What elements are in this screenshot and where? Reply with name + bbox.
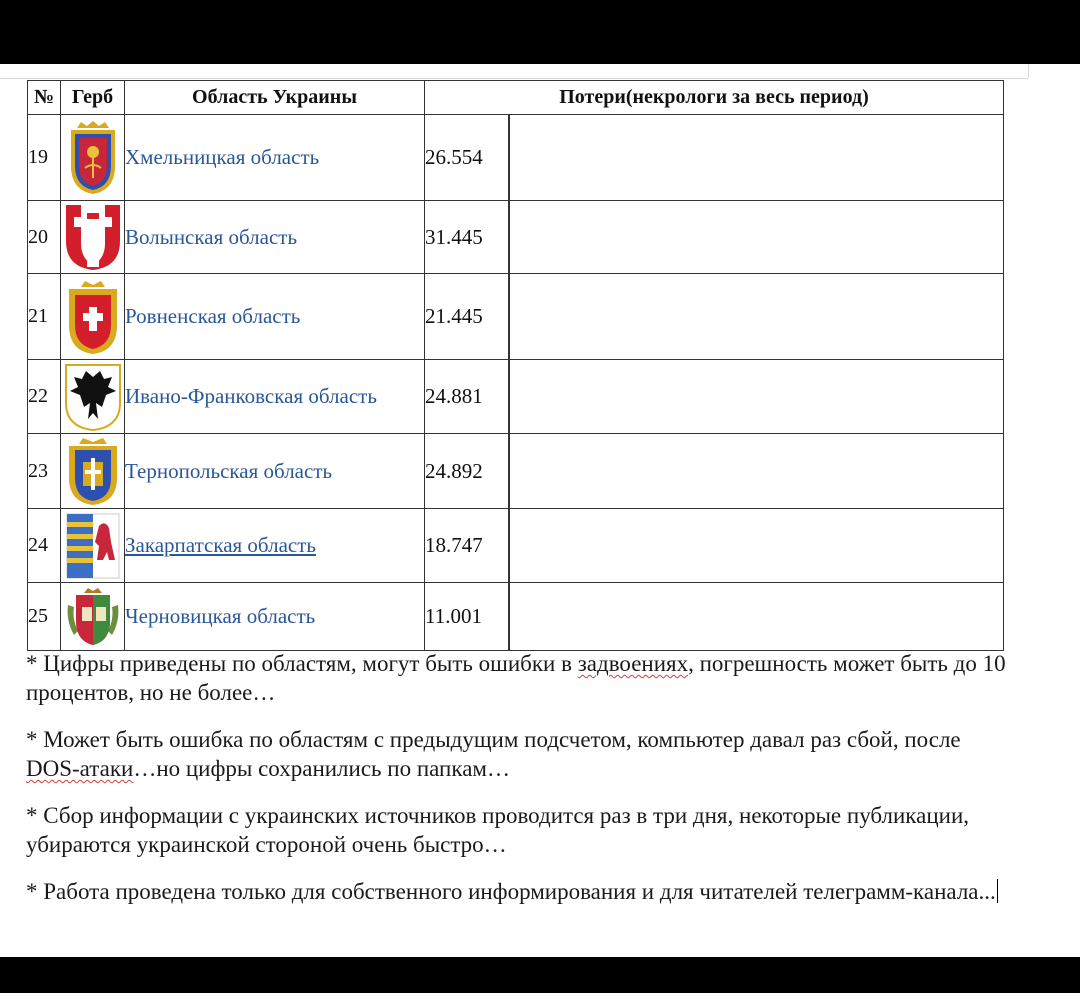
- header-region: Область Украины: [125, 81, 425, 115]
- chernivtsi-coat-of-arms-icon: [61, 585, 124, 649]
- region-link[interactable]: Волынская область: [125, 224, 298, 249]
- header-coat: Герб: [61, 81, 125, 115]
- table-row: [28, 583, 1004, 651]
- column-divider: [509, 360, 510, 433]
- losses-value: 11.001: [425, 583, 509, 651]
- row-number: 19: [28, 115, 61, 201]
- footnotes: [26, 649, 1016, 924]
- footnote-3: * Сбор информации с украинских источников проводится раз в три дня, некоторые публикации, убираются украинской стороной очень быстро…: [26, 803, 970, 857]
- page-margin-line: [0, 78, 1028, 79]
- footnote-1: * Цифры приведены по областям, могут быть ошибки в задвоениях, погрешность может быть до 10 процентов, но не более…: [26, 651, 1006, 705]
- document-page: [0, 64, 1080, 957]
- column-divider: [509, 434, 510, 508]
- table-row: [28, 360, 1004, 434]
- regions-table: [27, 80, 1004, 651]
- losses-value: 31.445: [425, 201, 509, 274]
- table-row: [28, 115, 1004, 201]
- region-link[interactable]: Черновицкая область: [125, 604, 316, 628]
- spellcheck-word: задвоениях: [577, 651, 689, 676]
- top-black-bar: [0, 0, 1080, 64]
- page-margin-corner: [1028, 64, 1029, 78]
- ivano-frankivsk-coat-of-arms-icon: [61, 363, 124, 431]
- volyn-coat-of-arms-icon: [61, 203, 124, 271]
- zakarpattia-coat-of-arms-icon: [61, 512, 124, 580]
- header-num: №: [28, 81, 61, 115]
- column-divider: [509, 274, 510, 359]
- header-losses: Потери(некрологи за весь период): [425, 81, 1004, 115]
- losses-value: 24.892: [425, 434, 509, 509]
- column-divider: [509, 115, 510, 200]
- losses-value: 21.445: [425, 274, 509, 360]
- column-divider: [509, 583, 510, 650]
- row-number: 22: [28, 360, 61, 434]
- spellcheck-word: DOS-атаки: [26, 756, 134, 781]
- ternopil-coat-of-arms-icon: [61, 436, 124, 506]
- column-divider: [509, 201, 510, 273]
- losses-value: 18.747: [425, 509, 509, 583]
- table-header-row: [28, 81, 1004, 115]
- row-number: 20: [28, 201, 61, 274]
- region-link[interactable]: Ивано-Франковская область: [125, 384, 377, 408]
- table-row: [28, 509, 1004, 583]
- losses-value: 26.554: [425, 115, 509, 201]
- row-number: 24: [28, 509, 61, 583]
- region-link[interactable]: Хмельницкая область: [125, 145, 320, 169]
- region-link[interactable]: Тернопольская область: [125, 458, 333, 483]
- region-link[interactable]: Закарпатская область: [125, 533, 316, 557]
- rivne-coat-of-arms-icon: [61, 279, 124, 355]
- row-number: 23: [28, 434, 61, 509]
- footnote-2: * Может быть ошибка по областям с предыдущим подсчетом, компьютер давал раз сбой, после DOS-атаки…но цифры сохранились по папкам…: [26, 727, 961, 781]
- table-row: [28, 201, 1004, 274]
- region-link[interactable]: Ровненская область: [125, 304, 301, 328]
- column-divider: [509, 509, 510, 582]
- text-cursor: [997, 879, 998, 903]
- table-row: [28, 434, 1004, 509]
- footnote-4: * Работа проведена только для собственного информирования и для читателей телеграмм-канала...: [26, 879, 996, 904]
- table-row: [28, 274, 1004, 360]
- khmelnytskyi-coat-of-arms-icon: [61, 120, 124, 196]
- row-number: 21: [28, 274, 61, 360]
- losses-value: 24.881: [425, 360, 509, 434]
- row-number: 25: [28, 583, 61, 651]
- bottom-black-bar: [0, 957, 1080, 993]
